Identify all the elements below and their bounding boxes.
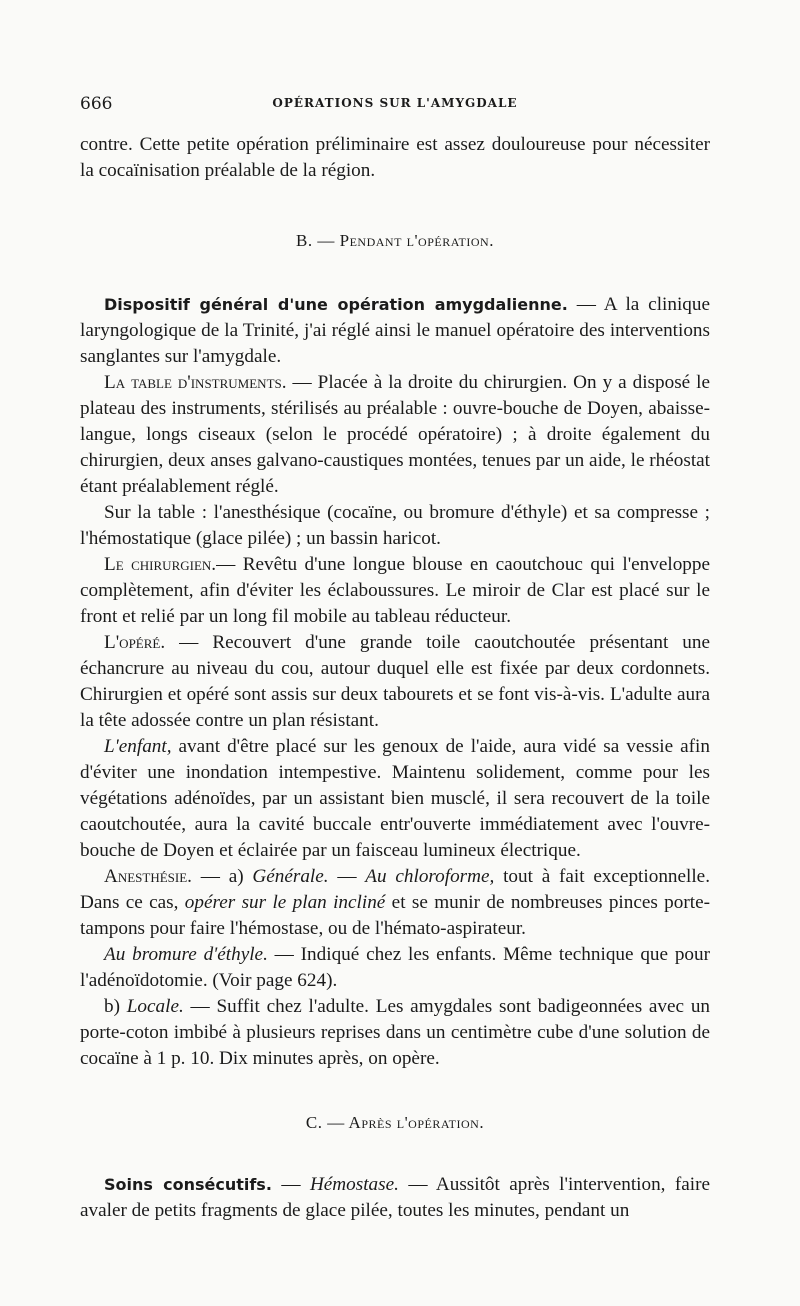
paragraph-anesthesie bbox=[80, 864, 710, 942]
paragraph-dispositif bbox=[80, 292, 710, 370]
paragraph-lead: Dispositif général d'une opération amygdalienne. bbox=[104, 295, 568, 314]
paragraph-text: — Revêtu d'une longue blouse en caoutchouc qui l'enveloppe complètement, afin d'éviter les éclaboussures. Le miroir de Clar est placé sur le front et relié par un long fil mobile au tableau réducteur. bbox=[80, 554, 710, 627]
paragraph-text: — A la clinique laryngologique de la Trinité, j'ai réglé ainsi le manuel opératoire des interventions sanglantes sur l'amygdale. bbox=[80, 294, 710, 367]
italic-text: Générale. bbox=[252, 866, 329, 887]
paragraph-sur-la-table: Sur la table : l'anesthésique (cocaïne, ou bromure d'éthyle) et sa compresse ; l'hémostatique (glace pilée) ; un bassin haricot. bbox=[80, 502, 710, 549]
paragraph-lead: Au bromure d'éthyle. bbox=[104, 944, 268, 965]
paragraph-lead: Anesthésie. bbox=[104, 866, 192, 887]
paragraph-text: tout à fait exceptionnelle. Dans ce cas, bbox=[80, 866, 710, 913]
paragraph-text: — a) bbox=[191, 866, 253, 887]
section-heading-c: C. — Après l'opération. bbox=[305, 1113, 485, 1132]
paragraph-lead: L'enfant, bbox=[104, 736, 172, 757]
paragraph-text: — bbox=[328, 866, 366, 887]
paragraph-text: — Placée à la droite du chirurgien. On y a disposé le plateau des instruments, stérilisés au préalable : ouvre-bouche de Doyen, abaisse-langue, longs ciseaux (selon le procédé opératoire) ; à droite également du chirurgien, deux anses galvano-caustiques montées, tenues par un aide, le rhéostat étant préalablement réglé. bbox=[80, 372, 710, 497]
paragraph-opere bbox=[80, 630, 710, 734]
italic-text: Au chloroforme, bbox=[365, 866, 495, 887]
paragraph-text: — Suffit chez l'adulte. Les amygdales sont badigeonnées avec un porte-coton imbibé à plusieurs reprises dans un centimètre cube d'une solution de cocaïne à 1 p. 10. Dix minutes après, on opère. bbox=[80, 996, 711, 1069]
paragraph-lead: La table d'instruments. bbox=[104, 372, 287, 393]
paragraph-text: — Recouvert d'une grande toile caoutchoutée présentant une échancrure au niveau du cou, autour duquel elle est fixée par deux cordonnets. Chirurgien et opéré sont assis sur deux tabourets et se font vis-à-vis. L'adulte aura la tête adossée contre un plan résistant. bbox=[80, 632, 710, 731]
body-text bbox=[80, 132, 710, 1224]
running-title: OPÉRATIONS SUR L'AMYGDALE bbox=[272, 96, 518, 110]
italic-text: opérer sur le plan incliné bbox=[184, 892, 386, 913]
paragraph-text: avant d'être placé sur les genoux de l'aide, aura vidé sa vessie afin d'éviter une inondation intempestive. Maintenu solidement, comme pour les végétations adénoïdes, par un assistant bien musclé, il sera recouvert de la toile caoutchoutée, aura la cavité buccale entr'ouverte immédiatement avec l'ouvre-bouche de Doyen et éclairée par un faisceau lumineux électrique. bbox=[80, 736, 710, 861]
paragraph-text: et se munir de nombreuses pinces porte-tampons pour faire l'hémostase, ou de l'hémato-aspirateur. bbox=[80, 892, 710, 939]
page-number: 666 bbox=[80, 94, 113, 114]
paragraph-locale bbox=[80, 994, 710, 1072]
paragraph-text: — Aussitôt après l'intervention, faire avaler de petits fragments de glace pilée, toutes les minutes, pendant un bbox=[80, 1174, 711, 1221]
paragraph-soins bbox=[80, 1172, 710, 1224]
section-heading-b: B. — Pendant l'opération. bbox=[296, 231, 494, 250]
paragraph-table-instruments bbox=[80, 370, 710, 500]
paragraph-text: b) bbox=[104, 996, 127, 1017]
paragraph-continuation: contre. Cette petite opération préliminaire est assez douloureuse pour nécessiter la cocaïnisation préalable de la région. bbox=[80, 134, 710, 181]
paragraph-enfant bbox=[80, 734, 710, 864]
paragraph-lead: Locale. bbox=[126, 996, 184, 1017]
paragraph-chirurgien bbox=[80, 552, 710, 630]
paragraph-lead: Soins consécutifs. bbox=[104, 1175, 272, 1194]
page-header bbox=[80, 94, 710, 116]
paragraph-lead: Le chirurgien. bbox=[104, 554, 217, 575]
paragraph-lead: L'opéré. bbox=[104, 632, 166, 653]
italic-text: Hémostase. bbox=[309, 1174, 399, 1195]
paragraph-bromure bbox=[80, 942, 710, 994]
paragraph-text: — Indiqué chez les enfants. Même technique que pour l'adénoïdotomie. (Voir page 624). bbox=[80, 944, 710, 991]
paragraph-text: — bbox=[271, 1174, 310, 1195]
